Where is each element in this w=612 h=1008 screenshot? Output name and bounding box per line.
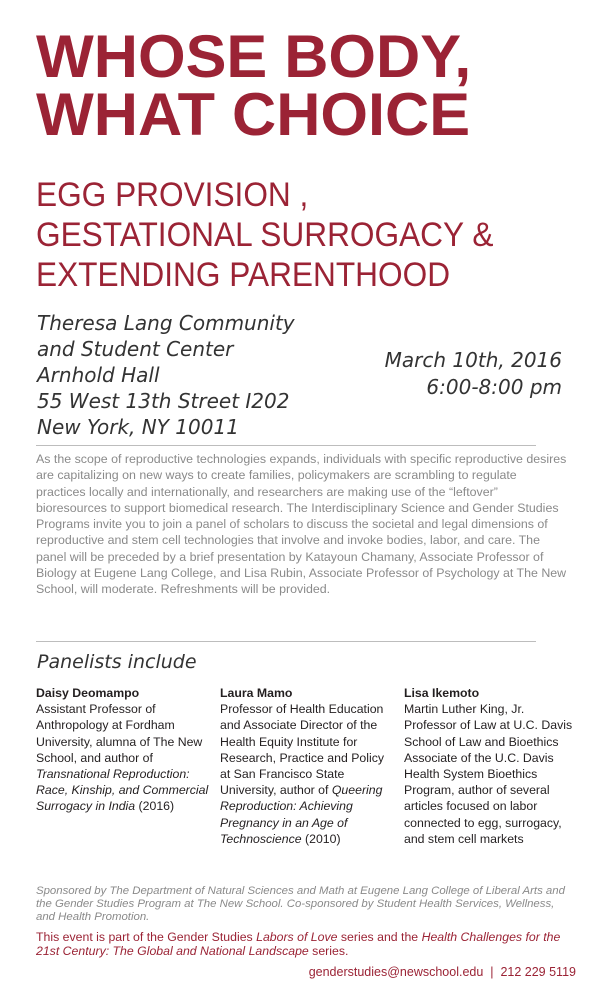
panelist-2: [220, 685, 394, 847]
series-text: series and the: [337, 930, 422, 944]
subtitle-line-2: GESTATIONAL SURROGACY &: [36, 216, 494, 254]
panelists-heading: Panelists include: [37, 651, 197, 673]
panelist-bio-year: (2010): [301, 831, 341, 846]
subtitle-line-3: EXTENDING PARENTHOOD: [36, 256, 451, 294]
title-line-2: WHAT CHOICE: [36, 81, 471, 148]
event-subtitle: [36, 175, 557, 295]
panelist-name: Laura Mamo: [220, 686, 293, 700]
series-text: series.: [308, 944, 349, 958]
venue-line-1: Theresa Lang Community: [37, 311, 295, 335]
venue-line-5: New York, NY 10011: [37, 415, 239, 439]
series-name-1: Labors of Love: [256, 930, 338, 944]
panelist-book-title: Queering Reproduction: Achieving Pregnancy in an Age of Technoscience: [220, 783, 383, 846]
event-title: [36, 23, 607, 148]
venue-line-2: and Student Center: [37, 337, 234, 361]
panelist-name: Lisa Ikemoto: [404, 686, 480, 700]
panelist-1: [36, 685, 214, 815]
venue-address: [37, 310, 357, 440]
event-date: March 10th, 2016: [384, 348, 562, 372]
contact-phone[interactable]: 212 229 5119: [500, 965, 576, 979]
panelist-3: [404, 685, 576, 847]
panelist-bio: Assistant Professor of Anthropology at Fordham University, alumna of The New School, and author of: [36, 702, 203, 765]
sponsors-note: Sponsored by The Department of Natural Sciences and Math at Eugene Lang College of Liberal Arts and the Gender Studies Program at The New School. Co-sponsored by Student Health Services, Wellness, and Health Promotion.: [36, 885, 565, 923]
contact-info: [36, 965, 576, 979]
divider-top: [36, 445, 536, 446]
series-note: [36, 930, 581, 958]
venue-line-4: 55 West 13th Street I202: [37, 389, 290, 413]
event-datetime: [362, 347, 562, 401]
panelist-bio-year: (2016): [135, 799, 175, 814]
contact-email[interactable]: genderstudies@newschool.edu: [308, 965, 484, 979]
series-name-2: Health Challenges for the 21st Century: The Global and National Landscape: [36, 930, 561, 958]
event-description: As the scope of reproductive technologies expands, individuals with specific reproductive desires are capitalizing on new ways to create families, policymakers are scrambling to regulate practices locally and internationally, and researchers are making use of the “leftover” bioresources to support biomedical research. The Interdisciplinary Science and Gender Studies Programs invite you to join a panel of scholars to discuss the societal and legal dimensions of reproductive and stem cell technologies that involve and invoke bodies, labor, and care. The panel will be preceded by a brief presentation by Katayoun Chamany, Associate Professor of Biology at Eugene Lang College, and Lisa Rubin, Associate Professor of Psychology at The New School, will moderate. Refreshments will be provided.: [36, 452, 567, 597]
subtitle-line-1: EGG PROVISION ,: [36, 176, 309, 214]
title-line-1: WHOSE BODY,: [36, 23, 472, 90]
panelist-bio: Martin Luther King, Jr. Professor of Law at U.C. Davis School of Law and Bioethics Associate of the U.C. Davis Health System Bioethics Program, author of several articles focused on labor connected to egg, surrogacy, and stem cell markets: [404, 702, 573, 846]
divider-bottom: [36, 641, 536, 642]
panelist-bio: Professor of Health Education and Associate Director of the Health Equity Institute for Research, Practice and Policy at San Francisco State University, author of: [220, 702, 385, 798]
panelist-name: Daisy Deomampo: [36, 686, 140, 700]
series-text: This event is part of the Gender Studies: [36, 930, 257, 944]
contact-separator: |: [483, 965, 501, 979]
event-time: 6:00-8:00 pm: [426, 375, 562, 399]
venue-line-3: Arnhold Hall: [37, 363, 160, 387]
panelist-book-title: Transnational Reproduction: Race, Kinship, and Commercial Surrogacy in India: [36, 767, 209, 814]
